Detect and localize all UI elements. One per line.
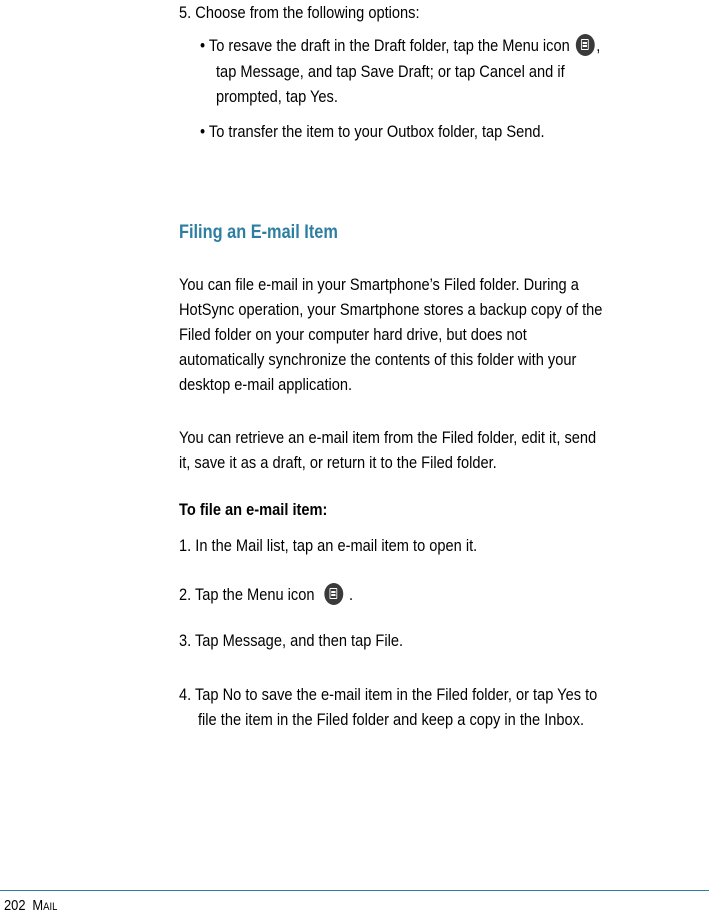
para2-line: it, save it as a draft, or return it to the Filed folder. bbox=[179, 453, 497, 472]
procedure-step3: 3. Tap Message, and then tap File. bbox=[179, 631, 404, 650]
para1-line: You can file e-mail in your Smartphone’s Filed folder. During a bbox=[179, 275, 579, 294]
bullet1-text-b: , bbox=[596, 36, 601, 55]
menu-icon bbox=[576, 34, 595, 56]
bullet1-line1 bbox=[200, 33, 600, 59]
procedure-step2 bbox=[179, 582, 353, 608]
procedure-step4-line2: file the item in the Filed folder and keep a copy in the Inbox. bbox=[198, 710, 585, 729]
para1-line: automatically synchronize the contents of this folder with your bbox=[179, 350, 577, 369]
page-footer bbox=[4, 897, 57, 914]
bullet1-text-a: • To resave the draft in the Draft folder, tap the Menu icon bbox=[200, 36, 570, 55]
footer-section-name: Mail bbox=[32, 897, 58, 914]
para1-line: HotSync operation, your Smartphone stores a backup copy of the bbox=[179, 300, 603, 319]
menu-icon bbox=[324, 583, 343, 605]
procedure-title: To file an e-mail item: bbox=[179, 500, 328, 519]
page-number: 202 bbox=[4, 897, 26, 914]
bullet2: • To transfer the item to your Outbox folder, tap Send. bbox=[200, 122, 545, 141]
para2-line: You can retrieve an e-mail item from the Filed folder, edit it, send bbox=[179, 428, 597, 447]
procedure-step4-line1: 4. Tap No to save the e-mail item in the Filed folder, or tap Yes to bbox=[179, 685, 598, 704]
bullet1-line3: prompted, tap Yes. bbox=[216, 87, 338, 106]
para1-line: desktop e-mail application. bbox=[179, 375, 353, 394]
step2-text-b: . bbox=[349, 585, 354, 604]
footer-rule bbox=[0, 890, 709, 891]
para1-line: Filed folder on your computer hard drive, but does not bbox=[179, 325, 527, 344]
bullet1-line2: tap Message, and tap Save Draft; or tap Cancel and if bbox=[216, 62, 565, 81]
section-heading: Filing an E-mail Item bbox=[179, 222, 338, 243]
procedure-step1: 1. In the Mail list, tap an e-mail item to open it. bbox=[179, 536, 478, 555]
step2-text-a: 2. Tap the Menu icon bbox=[179, 585, 315, 604]
step5-intro: 5. Choose from the following options: bbox=[179, 3, 420, 22]
